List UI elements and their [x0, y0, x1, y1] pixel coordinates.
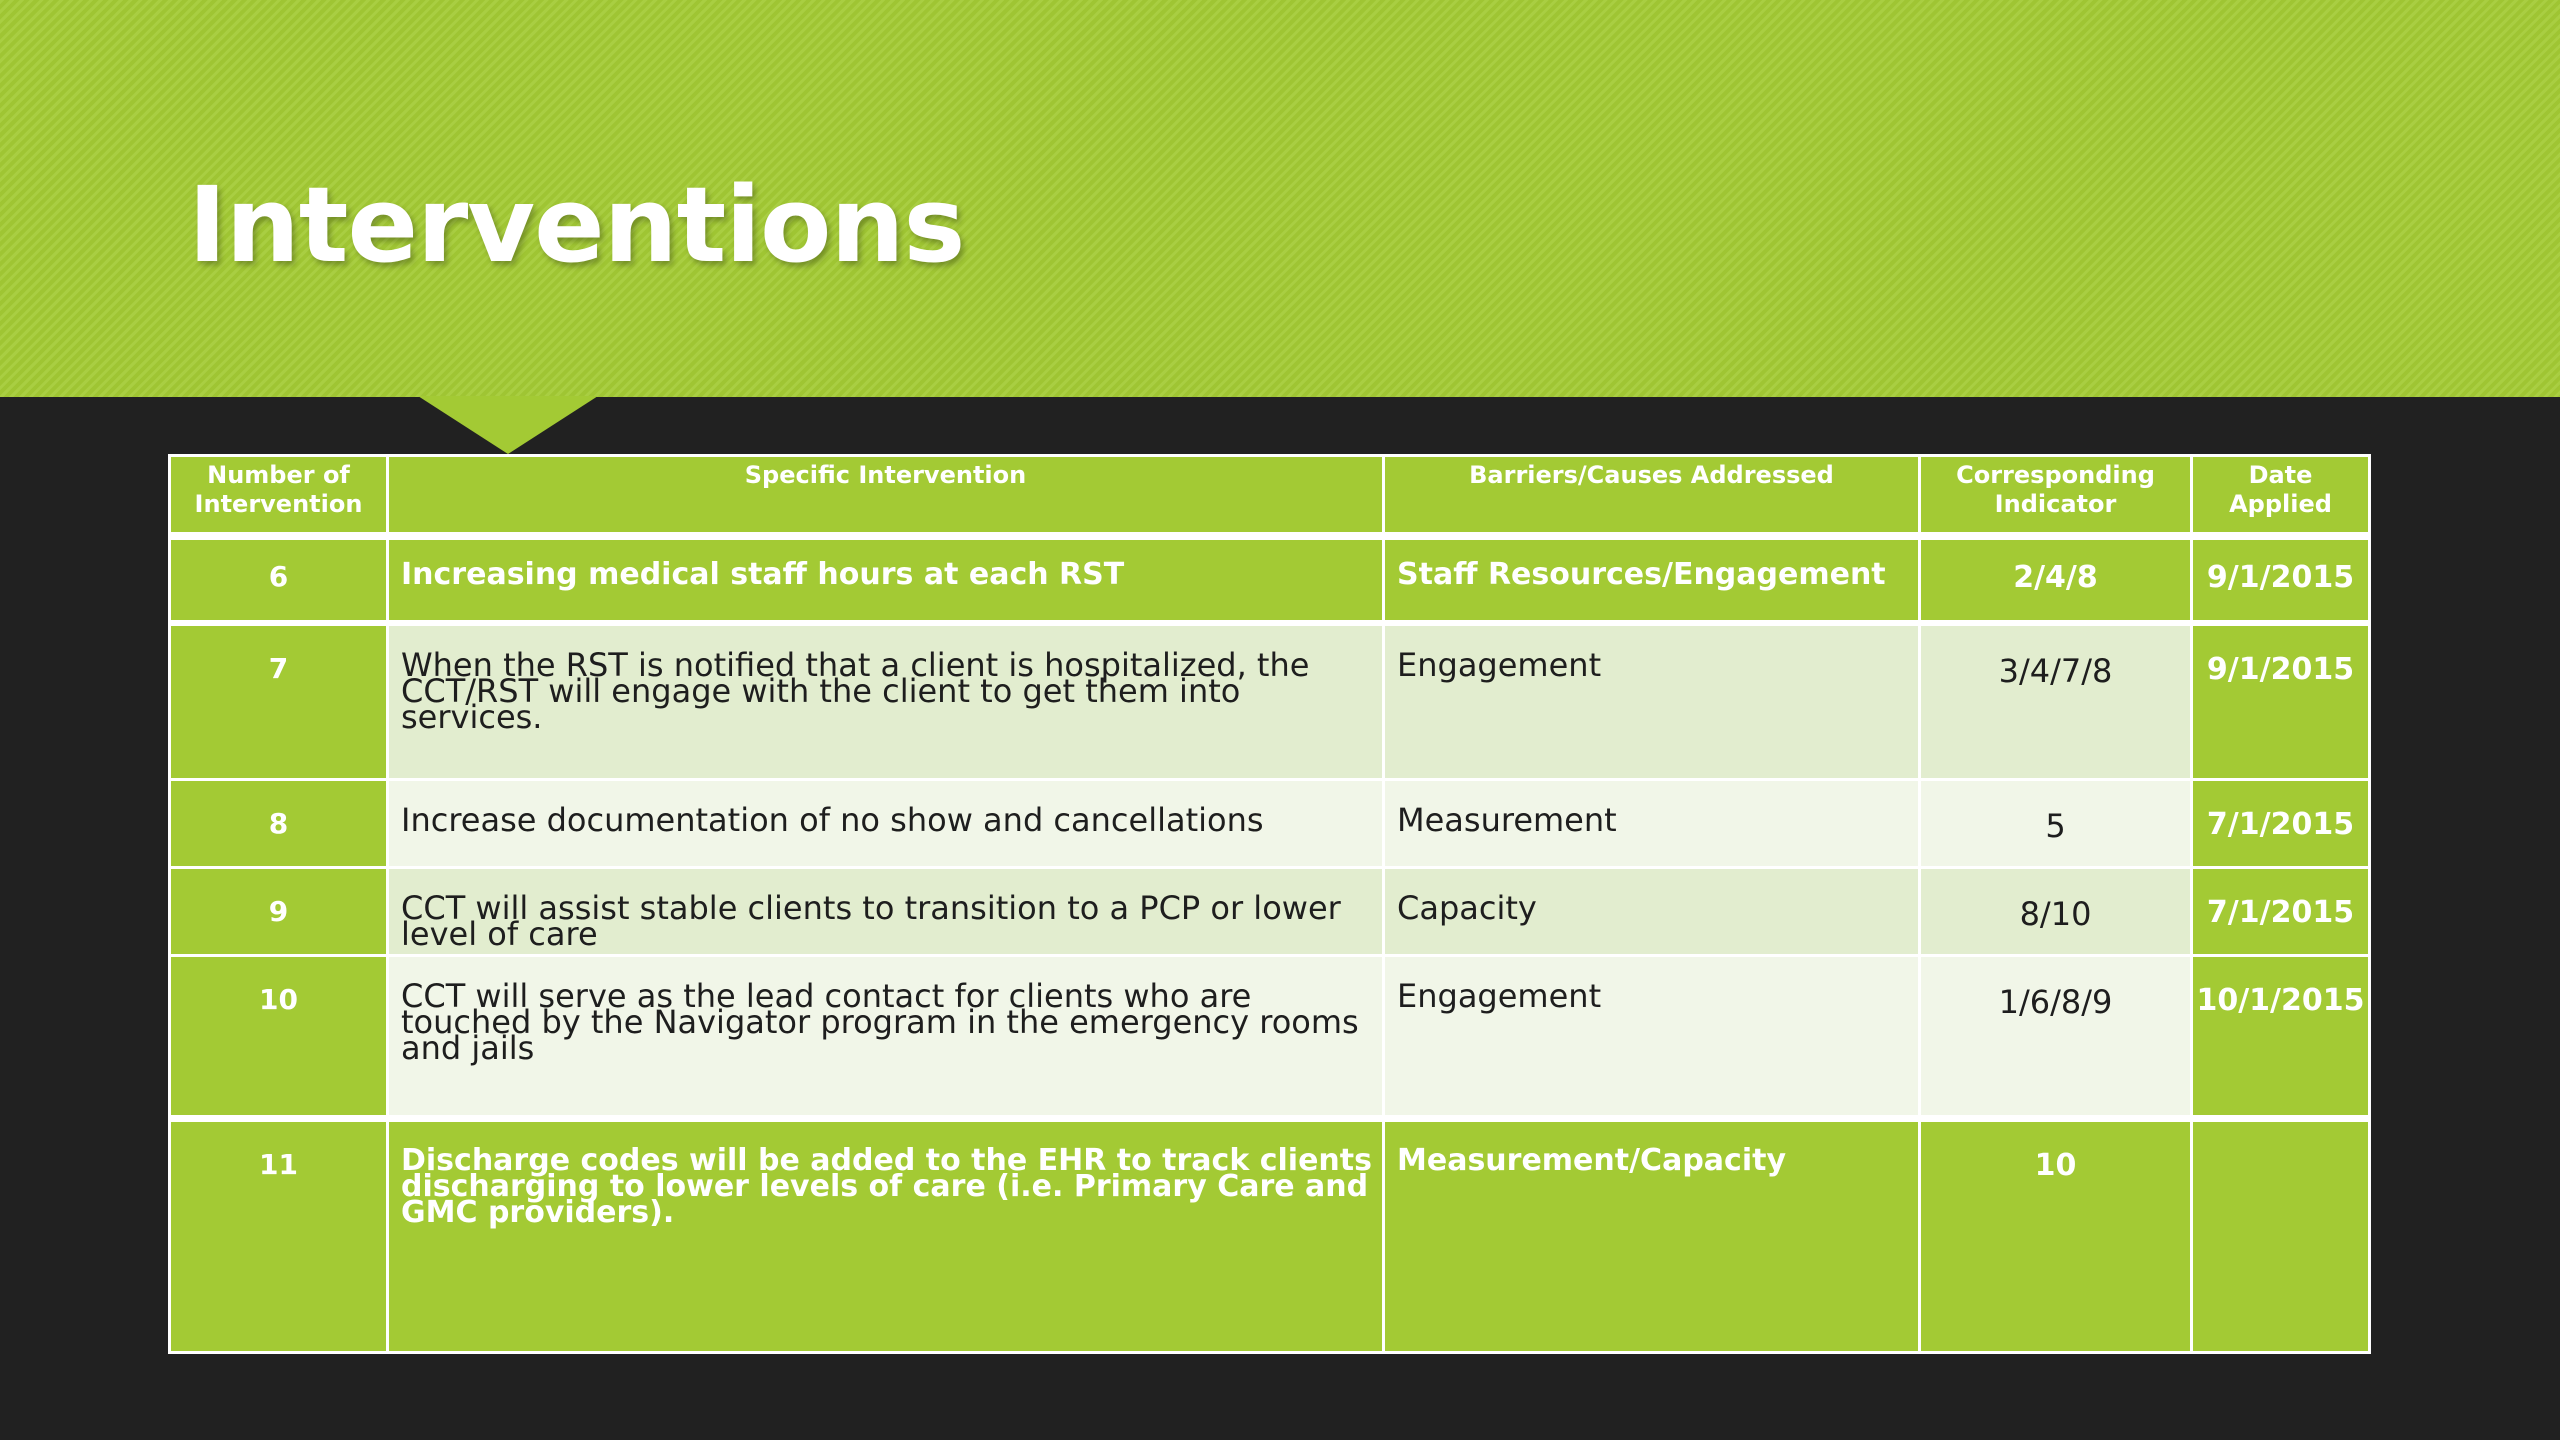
header-corresponding-indicator: Corresponding Indicator — [1920, 456, 2192, 536]
date-applied: 7/1/2015 — [2192, 868, 2370, 956]
barriers-text: Measurement/Capacity — [1384, 1118, 1920, 1352]
intervention-text: CCT will serve as the lead contact for clients who are touched by the Navigator program in the emergency rooms and jails — [388, 955, 1384, 1118]
date-applied: 10/1/2015 — [2192, 955, 2370, 1118]
header-date-applied: Date Applied — [2192, 456, 2370, 536]
intervention-number: 8 — [170, 780, 388, 868]
table-row — [170, 1118, 2370, 1352]
interventions-table — [168, 454, 2371, 1354]
table-header-row — [170, 456, 2370, 536]
header-barriers-causes: Barriers/Causes Addressed — [1384, 456, 1920, 536]
indicator-text: 1/6/8/9 — [1920, 955, 2192, 1118]
indicator-text: 8/10 — [1920, 868, 2192, 956]
indicator-text: 2/4/8 — [1920, 536, 2192, 624]
slide-title: Interventions — [188, 164, 965, 286]
intervention-text: Discharge codes will be added to the EHR to track clients discharging to lower levels of care (i.e. Primary Care and GMC providers). — [388, 1118, 1384, 1352]
barriers-text: Engagement — [1384, 955, 1920, 1118]
barriers-text: Engagement — [1384, 623, 1920, 780]
indicator-text: 5 — [1920, 780, 2192, 868]
table-row — [170, 868, 2370, 956]
table-row — [170, 780, 2370, 868]
intervention-text: When the RST is notified that a client is hospitalized, the CCT/RST will engage with the client to get them into services. — [388, 623, 1384, 780]
intervention-text: CCT will assist stable clients to transition to a PCP or lower level of care — [388, 868, 1384, 956]
indicator-text: 10 — [1920, 1118, 2192, 1352]
barriers-text: Capacity — [1384, 868, 1920, 956]
intervention-text: Increase documentation of no show and cancellations — [388, 780, 1384, 868]
intervention-number: 7 — [170, 623, 388, 780]
table-row — [170, 623, 2370, 780]
table-row — [170, 536, 2370, 624]
indicator-text: 3/4/7/8 — [1920, 623, 2192, 780]
intervention-number: 11 — [170, 1118, 388, 1352]
date-applied — [2192, 1118, 2370, 1352]
barriers-text: Staff Resources/Engagement — [1384, 536, 1920, 624]
header-number-of-intervention: Number of Intervention — [170, 456, 388, 536]
intervention-number: 6 — [170, 536, 388, 624]
intervention-number: 10 — [170, 955, 388, 1118]
intervention-number: 9 — [170, 868, 388, 956]
date-applied: 9/1/2015 — [2192, 623, 2370, 780]
table-row — [170, 955, 2370, 1118]
interventions-table-container — [168, 454, 2368, 1354]
date-applied: 7/1/2015 — [2192, 780, 2370, 868]
date-applied: 9/1/2015 — [2192, 536, 2370, 624]
header-specific-intervention: Specific Intervention — [388, 456, 1384, 536]
banner-notch — [418, 396, 598, 454]
intervention-text: Increasing medical staff hours at each RST — [388, 536, 1384, 624]
barriers-text: Measurement — [1384, 780, 1920, 868]
